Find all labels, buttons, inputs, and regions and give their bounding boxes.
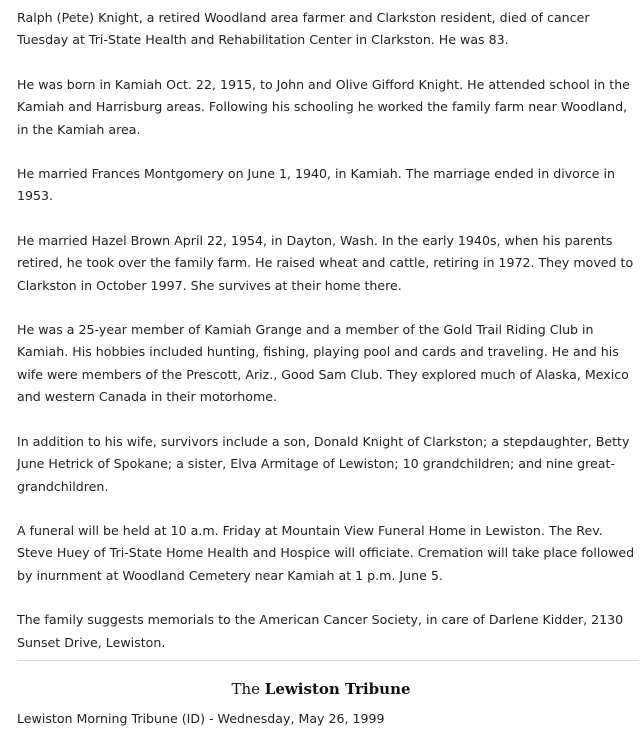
article-paragraph: In addition to his wife, survivors include a son, Donald Knight of Clarkston; a stepdaughter, Betty June Hetrick of Spokane; a sister, Elva Armitage of Lewiston; 10 grandchildren; and nine great-grandchildren.: [17, 433, 630, 494]
article-paragraph: He married Hazel Brown April 22, 1954, in Dayton, Wash. In the early 1940s, when his parents retired, he took over the family farm. He raised wheat and cattle, retiring in 1972. They moved to Clarkston in October 1997. She survives at their home there.: [17, 232, 634, 293]
source-line: Lewiston Morning Tribune (ID) - Wednesday, May 26, 1999: [17, 711, 385, 726]
masthead-prefix: The: [231, 680, 261, 698]
publication-masthead: [0, 679, 642, 699]
article-paragraph: He was born in Kamiah Oct. 22, 1915, to John and Olive Gifford Knight. He attended school in the Kamiah and Harrisburg areas. Following his schooling he worked the family farm near Woodland, in the Kamiah area.: [17, 76, 630, 137]
article-body: [17, 7, 639, 676]
article-paragraph: Ralph (Pete) Knight, a retired Woodland area farmer and Clarkston resident, died of cancer Tuesday at Tri-State Health and Rehabilitation Center in Clarkston. He was 83.: [17, 10, 590, 48]
article-paragraph: A funeral will be held at 10 a.m. Friday at Mountain View Funeral Home in Lewiston. The Rev. Steve Huey of Tri-State Home Health and Hospice will officiate. Cremation will take place followed by inurnment at Woodland Cemetery near Kamiah at 1 p.m. June 5.: [17, 522, 635, 583]
footer-divider: [17, 660, 639, 661]
article-paragraph: He was a 25-year member of Kamiah Grange and a member of the Gold Trail Riding Club in Kamiah. His hobbies included hunting, fishing, playing pool and cards and traveling. He and his wife were members of the Prescott, Ariz., Good Sam Club. They explored much of Alaska, Mexico and western Canada in their motorhome.: [17, 322, 629, 405]
masthead-name: Lewiston Tribune: [264, 680, 411, 698]
article-paragraph: The family suggests memorials to the American Cancer Society, in care of Darlene Kidder, 2130 Sunset Drive, Lewiston.: [17, 612, 624, 650]
article-paragraph: He married Frances Montgomery on June 1, 1940, in Kamiah. The marriage ended in divorce in 1953.: [17, 166, 615, 204]
